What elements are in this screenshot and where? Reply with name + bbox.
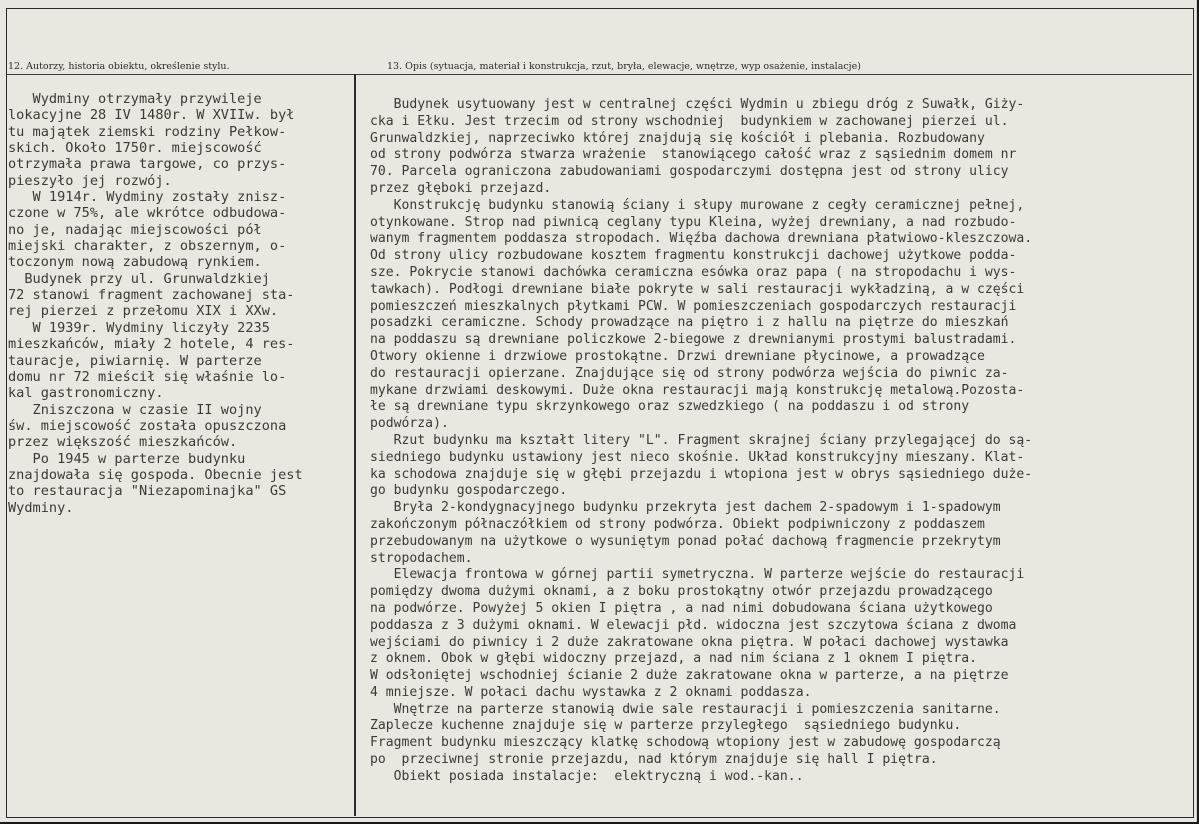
column-divider [354, 74, 356, 816]
description-line: stropodachem. [370, 550, 473, 566]
history-line: rej pierzei z przełomu XIX i XXw. [8, 303, 279, 320]
description-line: od strony podwórza stwarza wrażenie stanowiącego całość wraz z sąsiednim domem nr [370, 147, 1017, 163]
section-12-header: 12. Autorzy, historia obiektu, określenie stylu. [8, 61, 230, 72]
description-line: przebudowanym na użytkowe o wysuniętym ponad połać dachową fragmencie przekrytym [370, 533, 1001, 549]
history-line: skich. Około 1750r. miejscowość [8, 140, 262, 157]
history-line: Budynek przy ul. Grunwaldzkiej [8, 270, 270, 287]
history-line: tauracje, piwiarnię. W parterze [8, 352, 262, 369]
description-line: Wnętrze na parterze stanowią dwie sale restauracji i pomieszczenia sanitarne. [370, 701, 1001, 717]
description-line: zakończonym półnaczółkiem od strony podwórza. Obiekt podpiwniczony z poddaszem [370, 516, 985, 532]
history-line: Zniszczona w czasie II wojny [8, 401, 262, 418]
description-line: Elewacja frontowa w górnej partii symetryczna. W parterze wejście do restauracji [370, 567, 1025, 583]
description-line: otynkowane. Strop nad piwnicą ceglany typu Kleina, wyżej drewniany, a nad rozbudo- [370, 214, 1017, 230]
history-line: pieszyło jej rozwój. [8, 172, 172, 189]
description-line: wanym fragmentem poddasza stropodach. Więźba dachowa drewniana płatwiowo-kleszczowa. [370, 231, 1033, 247]
section-13-header: 13. Opis (sytuacja, materiał i konstrukcja, rzut, bryła, elewacje, wnętrze, wyp osażenie, instalacje) [387, 61, 861, 72]
description-line: Rzut budynku ma kształt litery "L". Fragment skrajnej ściany przylegającej do są- [370, 432, 1033, 448]
history-line: czone w 75%, ale wkrótce odbudowa- [8, 205, 287, 222]
description-line: do restauracji opierzane. Znajdujące się od strony podwórza wejścia do piwnic za- [370, 365, 1009, 381]
description-line: 4 mniejsze. W połaci dachu wystawka z 2 oknami poddasza. [370, 684, 812, 700]
description-line: podwórza). [370, 416, 449, 432]
description-line: Od strony ulicy rozbudowane kosztem fragmentu konstrukcji dachowej użytkowe podda- [370, 248, 1017, 264]
description-line: go budynku gospodarczego. [370, 483, 568, 499]
description-line: Obiekt posiada instalacje: elektryczną i wod.-kan.. [370, 768, 804, 784]
description-line: siedniego budynku ustawiony jest nieco skośnie. Układ konstrukcyjny mieszany. Klat- [370, 449, 1025, 465]
description-line: poddasza z 3 dużymi oknami. W elewacji płd. widoczna jest szczytowa ściana z dwoma [370, 617, 1017, 633]
history-line: otrzymała prawa targowe, co przys- [8, 156, 287, 173]
description-line: na podwórze. Powyżej 5 okien I piętra , a nad nimi dobudowana ściana użytkowego [370, 600, 993, 616]
history-line: W 1939r. Wydminy liczyły 2235 [8, 319, 270, 336]
description-line: Budynek usytuowany jest w centralnej części Wydmin u zbiegu dróg z Suwałk, Giży- [370, 97, 1025, 112]
header-divider [6, 74, 1192, 75]
history-line: tu majątek ziemski rodziny Pełkow- [8, 123, 287, 140]
description-line: sze. Pokrycie stanowi dachówka ceramiczna esówka oraz papa ( na stropodachu i wys- [370, 264, 1017, 280]
description-line: W odsłoniętej wschodniej ścianie 2 duże zakratowane okna w parterze, a na piętrze [370, 668, 1009, 684]
description-line: z oknem. Obok w głębi widoczny przejazd, a nad nim ściana z 1 oknem I piętra. [370, 651, 977, 667]
history-line: kal gastronomiczny. [8, 385, 164, 402]
description-line: Zaplecze kuchenne znajduje się w parterze przyległego sąsiedniego budynku. [370, 718, 962, 734]
description-column [370, 97, 1032, 786]
description-line: Grunwaldzkiej, naprzeciwko której znajdują się kościół i plebania. Rozbudowany [370, 130, 985, 146]
history-line: 72 stanowi fragment zachowanej sta- [8, 287, 295, 304]
history-line: toczonym nową zabudową rynkiem. [8, 254, 262, 271]
description-line: cka i Ełku. Jest trzecim od strony wschodniej budynkiem w zachowanej pierzei ul. [370, 113, 1009, 129]
history-line: Po 1945 w parterze budynku [8, 450, 246, 467]
history-column [8, 91, 303, 516]
description-line: pomieszczeń mieszkalnych płytkami PCW. W pomieszczeniach gospodarczych restauracji [370, 298, 1017, 314]
history-line: lokacyjne 28 IV 1480r. W XVIIw. był [8, 107, 295, 124]
description-line: ka schodowa znajduje się w głębi przejazdu i wtopiona jest w obrys sąsiedniego duże- [370, 466, 1033, 482]
history-line: miejski charakter, z obszernym, o- [8, 238, 287, 255]
description-line: pomiędzy dwoma dużymi oknami, a z boku prostokątny otwór przejazdu prowadzącego [370, 584, 993, 600]
description-line: tawkach). Podłogi drewniane białe pokryte w sali restauracji wykładziną, a w części [370, 281, 1025, 297]
history-line: św. miejscowość została opuszczona [8, 417, 287, 434]
history-line: Wydminy. [8, 499, 74, 516]
description-line: przez głęboki przejazd. [370, 180, 552, 196]
history-line: no je, nadając miejscowości pół [8, 221, 262, 238]
description-line: 70. Parcela ograniczona zabudowaniami gospodarczymi dostępna jest od strony ulicy [370, 164, 1009, 180]
history-line: domu nr 72 mieścił się właśnie lo- [8, 368, 287, 385]
description-line: posadzki ceramiczne. Schody prowadzące na piętro i z hallu na piętrze do mieszkań [370, 315, 1009, 331]
history-line: Wydminy otrzymały przywileje [8, 91, 262, 107]
description-line: łe są drewniane typu skrzynkowego oraz szwedzkiego ( na poddaszu i od strony [370, 399, 970, 415]
description-line: po przeciwnej stronie przejazdu, nad którym znajduje się hall I piętra. [370, 752, 938, 768]
description-line: Fragment budynku mieszczący klatkę schodową wtopiony jest w zabudowę gospodarczą [370, 735, 1001, 751]
description-line: Bryła 2-kondygnacyjnego budynku przekryta jest dachem 2-spadowym i 1-spadowym [370, 500, 1001, 516]
history-line: przez większość mieszkańców. [8, 434, 238, 451]
history-line: znajdowała się gospoda. Obecnie jest [8, 466, 303, 483]
description-line: na poddaszu są drewniane policzkowe 2-biegowe z drewnianymi prostymi balustradami. [370, 332, 1017, 348]
description-line: wejściami do piwnicy i 2 duże zakratowane okna piętra. W połaci dachowej wystawka [370, 634, 1009, 650]
history-line: mieszkańców, miały 2 hotele, 4 res- [8, 336, 295, 353]
description-line: Konstrukcję budynku stanowią ściany i słupy murowane z cegły ceramicznej pełnej, [370, 197, 1025, 213]
description-line: mykane drzwiami deskowymi. Duże okna restauracji mają konstrukcję metalową.Pozosta- [370, 382, 1025, 398]
description-line: Otwory okienne i drzwiowe prostokątne. Drzwi drewniane płycinowe, a prowadzące [370, 348, 985, 364]
history-line: to restauracja "Niezapominajka" GS [8, 483, 287, 500]
history-line: W 1914r. Wydminy zostały znisz- [8, 189, 287, 206]
